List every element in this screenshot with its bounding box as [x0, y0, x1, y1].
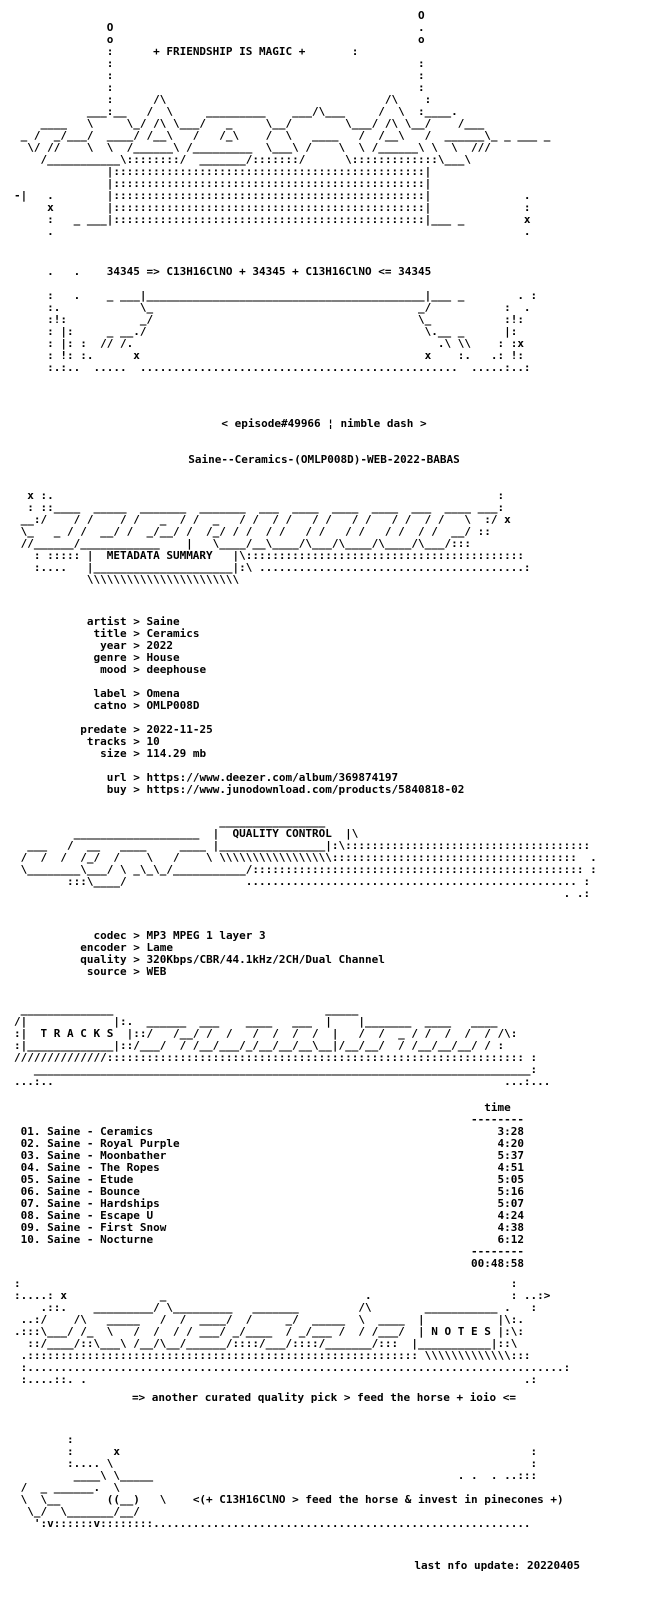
kv-separator: > [126, 965, 147, 978]
kv-separator: > [126, 663, 147, 676]
kv-value: Ceramics [146, 627, 200, 640]
notes-banner: : : :....: x _ . : ..:> .::. _________/ \_________ _______ /\ ___________ . : ..:/ /\ _____ / / ____/ / _/ _____ \ ____ | |\:. .:::\___/ /_ \ / / / / ___/ _/____ / _/___ / / /___/ | N O T E S |:\: ::/____/::\___\ /__/\__/______/::::/___/::::/_______/::: |___________|::\ .::::::::::::::::::::::::::::::::::::::::::::::::::::::::::: \\\\\\\\\\\\\::: :.................................................................................: :....::. . .: [14, 1277, 571, 1386]
kv-key: artist [14, 615, 127, 628]
track-title: 04. Saine - The Ropes [14, 1161, 498, 1174]
kv-key: encoder [14, 941, 127, 954]
kv-separator: > [126, 651, 147, 664]
kv-value: 320Kbps/CBR/44.1kHz/2CH/Dual Channel [146, 953, 385, 966]
kv-separator: > [126, 929, 147, 942]
track-title: 07. Saine - Hardships [14, 1197, 498, 1210]
kv-value: House [146, 651, 180, 664]
track-time: 5:37 [497, 1149, 524, 1162]
kv-separator: > [126, 747, 147, 760]
track-time: 5:07 [497, 1197, 524, 1210]
track-title: 09. Saine - First Snow [14, 1221, 498, 1234]
slogan: + FRIENDSHIP IS MAGIC + [153, 45, 306, 58]
kv-key: url [14, 771, 127, 784]
kv-key: size [14, 747, 127, 760]
kv-separator: > [126, 723, 147, 736]
kv-key: catno [14, 699, 127, 712]
kv-value: 114.29 mb [146, 747, 207, 760]
kv-key: codec [14, 929, 127, 942]
kv-value: MP3 MPEG 1 layer 3 [146, 929, 266, 942]
footer-art: : : x : :.... \ : ____\ \_____ . . . ..::: / _ ______. \ \ \__ ((__) \ <(+ C13H16ClNO > feed the horse & invest in pinecones +) \_/ \_______/__/ ':v::::::v::::::::......................................................... [20, 1433, 564, 1530]
track-time: 4:24 [497, 1209, 524, 1222]
kv-row [14, 700, 464, 712]
kv-separator: > [126, 941, 147, 954]
track-time: 5:05 [497, 1173, 524, 1186]
kv-key: label [14, 687, 127, 700]
notes-title: N O T E S [431, 1325, 491, 1338]
track-time: 5:16 [497, 1185, 524, 1198]
kv-key: tracks [14, 735, 127, 748]
formula-text: 34345 => C13H16ClNO + 34345 + C13H16ClNO <= 34345 [106, 265, 432, 278]
notes-line: => another curated quality pick > feed the horse + ioio <= [131, 1391, 517, 1404]
kv-separator: > [126, 699, 147, 712]
kv-key: quality [14, 953, 127, 966]
track-title: 05. Saine - Etude [14, 1173, 498, 1186]
track-title: 06. Saine - Bounce [14, 1185, 498, 1198]
track-title: 02. Saine - Royal Purple [14, 1137, 498, 1150]
logo-art: O O . o o : + FRIENDSHIP IS MAGIC + : : : : : : : : /\ /\ : ___:__ / \ _________ ___/\___ / \ :____. ____ \ \_/ /\ \___/ _ \__/ \___/ /\ \__/ /___ _ / _/___/ ____/ /__\ / /_\ / \ ____ / /__\ / ______\_ _ ___ _ \/ // \ \ /______\ /_________ \___\ / \ \ /______\ \ \ /// /___________\::::::::/ _______/:::::::/ \:::::::::::::\___\ |:::::::::::::::::::::::::::::::::::::::::::::::| |:::::::::::::::::::::::::::::::::::::::::::::::| -| . |:::::::::::::::::::::::::::::::::::::::::::::::| . x |:::::::::::::::::::::::::::::::::::::::::::::::| : : _ ___|:::::::::::::::::::::::::::::::::::::::::::::::|___ _ x . . [14, 9, 551, 238]
release-name: Saine--Ceramics-(OMLP008D)-WEB-2022-BABAS [188, 453, 460, 466]
tracks-banner: ______________ _____ /| |:. ______ ___ ____ ___ | |_______ ____ ____ :| T R A C K S |::/ /__/ / / / / / / | / / _ / / / / / /\: :|_____________|::/___/ / /__/___/_/__/__/__\__|/__/__/ / /__/__/__/ / : //////////////::::::::::::::::::::::::::::::::::::::::::::::::::::::::::::::: : ___________________________________________________________________________: ...:.. ...:... [14, 1003, 551, 1088]
kv-key: title [14, 627, 127, 640]
track-title: 03. Saine - Moonbather [14, 1149, 498, 1162]
kv-separator: > [126, 953, 147, 966]
bridge-art: : . _ ___|__________________________________________|___ _ . : :. \_ _/ : . :!: _/ \_ :!: : |: _ __./ \.__ _ |: : |: : // /. .\ \\ : :x : !: :. x x :. .: !: :.:.. ..... ................................................ .....:..: [47, 289, 538, 374]
kv-value: Saine [146, 615, 180, 628]
kv-row [14, 748, 464, 760]
track-title: 01. Saine - Ceramics [14, 1125, 498, 1138]
formula-line: . . 34345 => C13H16ClNO + 34345 + C13H16ClNO <= 34345 [14, 265, 432, 278]
metadata-list [14, 616, 464, 796]
kv-value: deephouse [146, 663, 207, 676]
episode-line: < episode#49966 ¦ nimble dash > [221, 417, 427, 430]
kv-row [14, 966, 385, 978]
kv-separator: > [126, 687, 147, 700]
track-title: 08. Saine - Escape U [14, 1209, 498, 1222]
kv-value: 2022 [146, 639, 173, 652]
metadata-title: METADATA SUMMARY [106, 549, 213, 562]
kv-value: WEB [146, 965, 167, 978]
kv-value: 2022-11-25 [146, 723, 213, 736]
track-time: 4:20 [497, 1137, 524, 1150]
kv-value: Omena [146, 687, 180, 700]
quality-title: QUALITY CONTROL [232, 827, 332, 840]
kv-value: 10 [146, 735, 160, 748]
kv-key: genre [14, 651, 127, 664]
kv-key: year [14, 639, 127, 652]
kv-separator: > [126, 771, 147, 784]
kv-key: predate [14, 723, 127, 736]
tracks-title: T R A C K S [40, 1027, 114, 1040]
metadata-banner: x :. : : ::____ _____ _______ _______ ___ ____ ____ ____ ___ ____ ___: __:/ / / / / _ / / _ / / / / / / / / / / / / \ :/ x \_ _ / / __/ / _/__/ / /_/ / / / / / / / / / / / / __/ :: //______/____________ | \____/__\____/\___/\____/\____/\___/::: : ::::: | METADATA SUMMARY |\:::::::::::::::::::::::::::::::::::::::::: :.... |_____________________|:\ ........................................: \\\\\\\\\\\\\\\\\\\\\\\ [20, 489, 531, 586]
tracks-time-header: time -------- [470, 1101, 524, 1126]
kv-separator: > [126, 639, 147, 652]
track-time: 4:51 [497, 1161, 524, 1174]
kv-value: OMLP008D [146, 699, 200, 712]
track-time: 3:28 [497, 1125, 524, 1138]
track-title: 10. Saine - Nocturne [14, 1233, 498, 1246]
tracks-list [14, 1126, 524, 1246]
kv-row [14, 664, 464, 676]
kv-separator: > [126, 615, 147, 628]
kv-value: https://www.junodownload.com/products/5840818-02 [146, 783, 465, 796]
tracks-total: -------- 00:48:58 [470, 1245, 524, 1270]
kv-separator: > [126, 735, 147, 748]
kv-key: mood [14, 663, 127, 676]
quality-banner: ________________ ___________________ | QUALITY CONTROL |\ ___ / __ ____ ____ |________________|:\::::::::::::::::::::::::::::::::::::: / / / /_/ / \ / \ \\\\\\\\\\\\\\\\\::::::::::::::::::::::::::::::::::::: . \________\___/ \ _\_\_/___________/:::::::::::::::::::::::::::::::::::::::::::::::::: : :::\____/ .................................................. : . .: [20, 815, 597, 900]
total-time: 00:48:58 [470, 1257, 524, 1270]
track-time: 6:12 [497, 1233, 524, 1246]
kv-separator: > [126, 783, 147, 796]
kv-value: https://www.deezer.com/album/369874197 [146, 771, 399, 784]
kv-key: source [14, 965, 127, 978]
quality-list [14, 930, 385, 978]
kv-value: Lame [146, 941, 173, 954]
time-header: time [484, 1101, 511, 1114]
footer-tagline: <(+ C13H16ClNO > feed the horse & invest in pinecones +) [192, 1493, 564, 1506]
last-update: last nfo update: 20220405 [414, 1559, 580, 1572]
kv-row [14, 784, 464, 796]
track-time: 4:38 [497, 1221, 524, 1234]
kv-key: buy [14, 783, 127, 796]
kv-separator: > [126, 627, 147, 640]
